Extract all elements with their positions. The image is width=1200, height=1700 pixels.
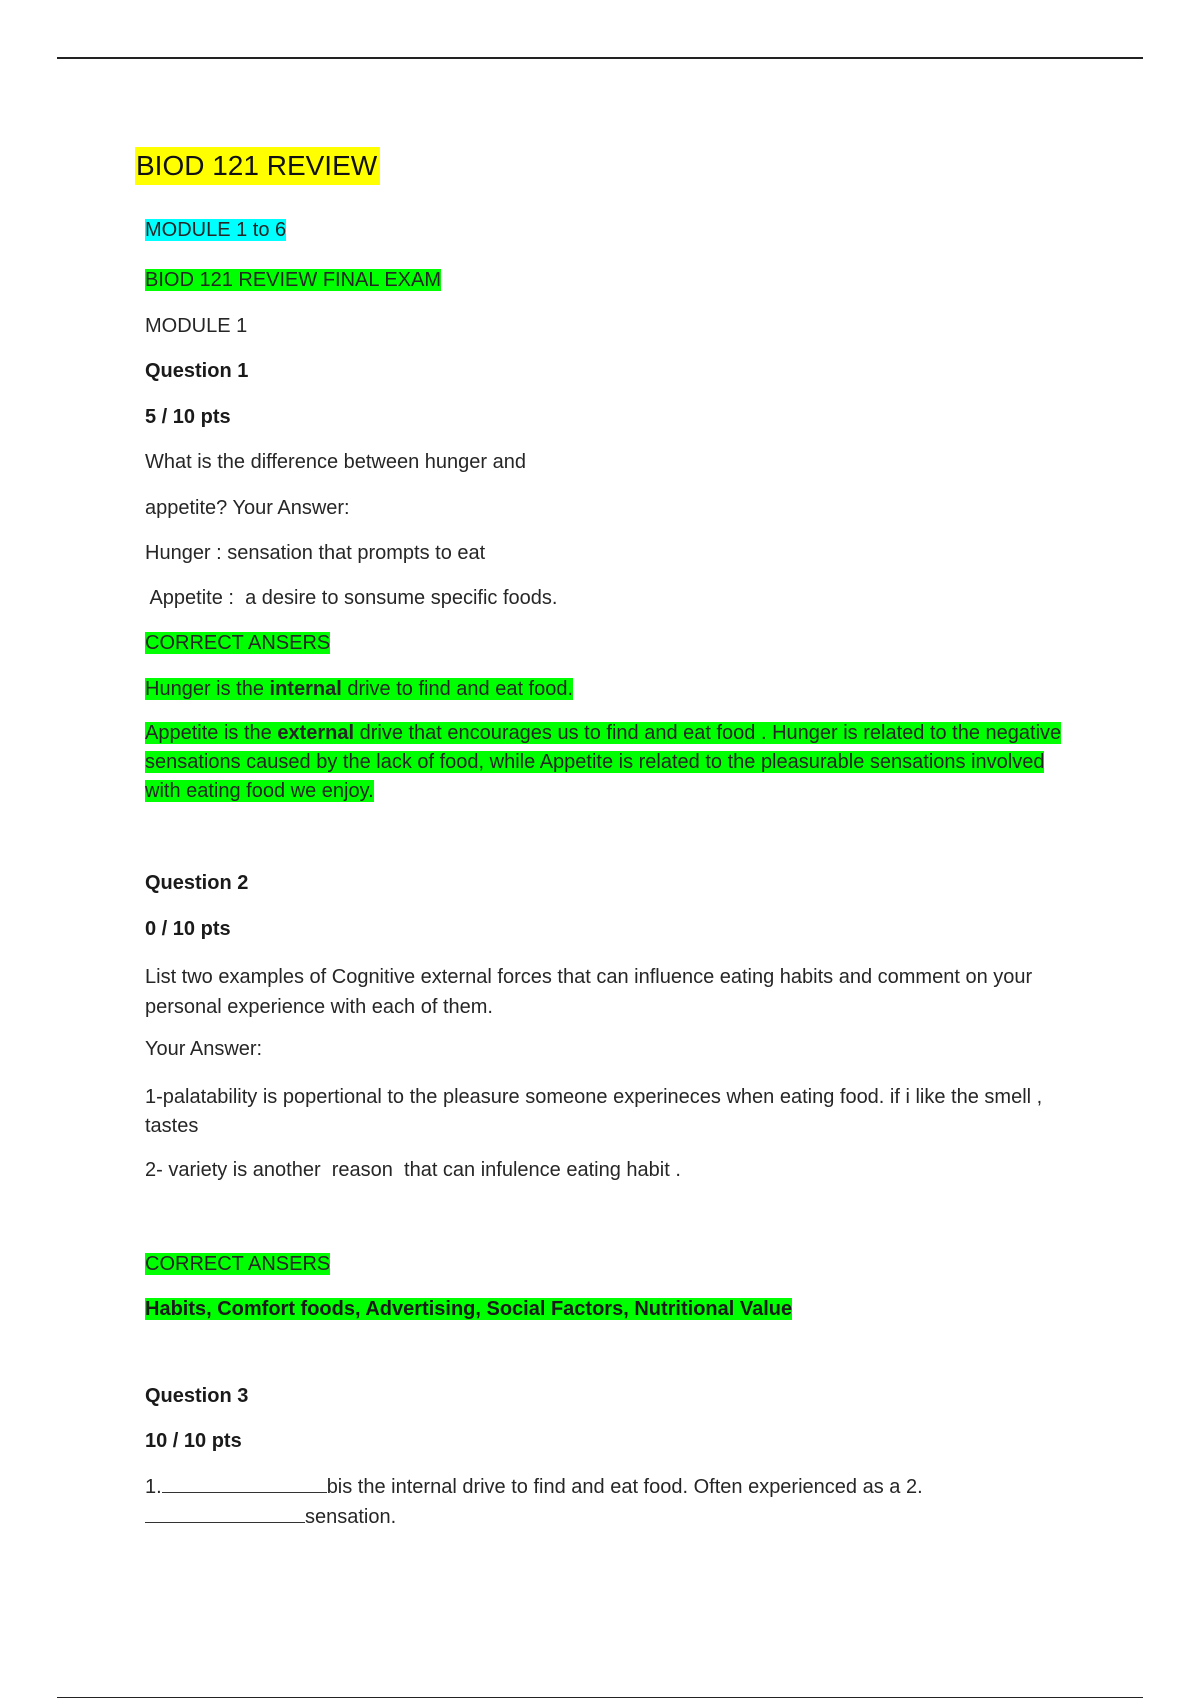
question-1-prompt-line-1: What is the difference between hunger and [145, 451, 526, 473]
module-heading: MODULE 1 [145, 315, 248, 337]
question-2-correct-label [145, 1252, 330, 1276]
module-range [145, 218, 286, 242]
correct-paragraph-part-b: drive that encourages us to find and eat food . Hunger is related to the negative sensations caused by the lack of food, while Appetite is related to the pleasurable sensations involved with eating food we enjoy. [145, 722, 1062, 802]
correct-line-1-bold: internal [269, 678, 342, 700]
top-rule [57, 57, 1143, 59]
question-1-score: 5 / 10 pts [145, 406, 231, 428]
exam-title-text: BIOD 121 REVIEW FINAL EXAM [145, 269, 442, 291]
document-title: BIOD 121 REVIEW [135, 147, 380, 185]
question-3-line-2 [145, 1504, 396, 1529]
correct-paragraph-part-a: Appetite is the [145, 722, 278, 744]
correct-answer-text: Habits, Comfort foods, Advertising, Social Factors, Nutritional Value [145, 1298, 793, 1320]
question-2-your-answer-label: Your Answer: [145, 1038, 263, 1060]
question-1-correct-line-1 [145, 677, 573, 701]
fill-in-blank-1 [162, 1474, 327, 1493]
question-3-line-1 [145, 1474, 923, 1499]
question-1-answer-line-2: Appetite : a desire to sonsume specific foods. [145, 587, 558, 609]
question-3-line-1-text: bis the internal drive to find and eat food. Often experienced as a 2. [326, 1476, 923, 1498]
question-3-line-2-text: sensation. [305, 1506, 397, 1528]
question-3-score: 10 / 10 pts [145, 1430, 242, 1452]
blank-1-number: 1. [145, 1476, 162, 1498]
correct-paragraph-bold: external [277, 722, 355, 744]
correct-line-1-part-a: Hunger is the [145, 678, 270, 700]
question-3-label: Question 3 [145, 1385, 249, 1407]
question-1-label: Question 1 [145, 360, 249, 382]
fill-in-blank-2 [145, 1504, 305, 1523]
question-2-score: 0 / 10 pts [145, 918, 231, 940]
question-1-prompt-line-2: appetite? Your Answer: [145, 497, 350, 519]
bottom-rule [57, 1697, 1143, 1698]
question-1-correct-label [145, 631, 330, 655]
correct-line-1-part-b: drive to find and eat food. [341, 678, 574, 700]
question-2-answer-1: 1-palatability is popertional to the pleasure someone experineces when eating food. if i like the smell , tastes [145, 1086, 1043, 1137]
question-2-prompt: List two examples of Cognitive external forces that can influence eating habits and comment on your personal experience with each of them. [145, 966, 1033, 1018]
correct-label-text: CORRECT ANSERS [145, 1253, 331, 1275]
question-2-answer-2: 2- variety is another reason that can infulence eating habit . [145, 1159, 681, 1181]
module-range-text: MODULE 1 to 6 [145, 219, 287, 241]
correct-label-text: CORRECT ANSERS [145, 632, 331, 654]
question-2-label: Question 2 [145, 872, 249, 894]
question-1-answer-line-1: Hunger : sensation that prompts to eat [145, 542, 486, 564]
exam-title [145, 268, 441, 292]
question-1-correct-paragraph [145, 719, 1085, 806]
question-2-correct-answer [145, 1297, 792, 1321]
